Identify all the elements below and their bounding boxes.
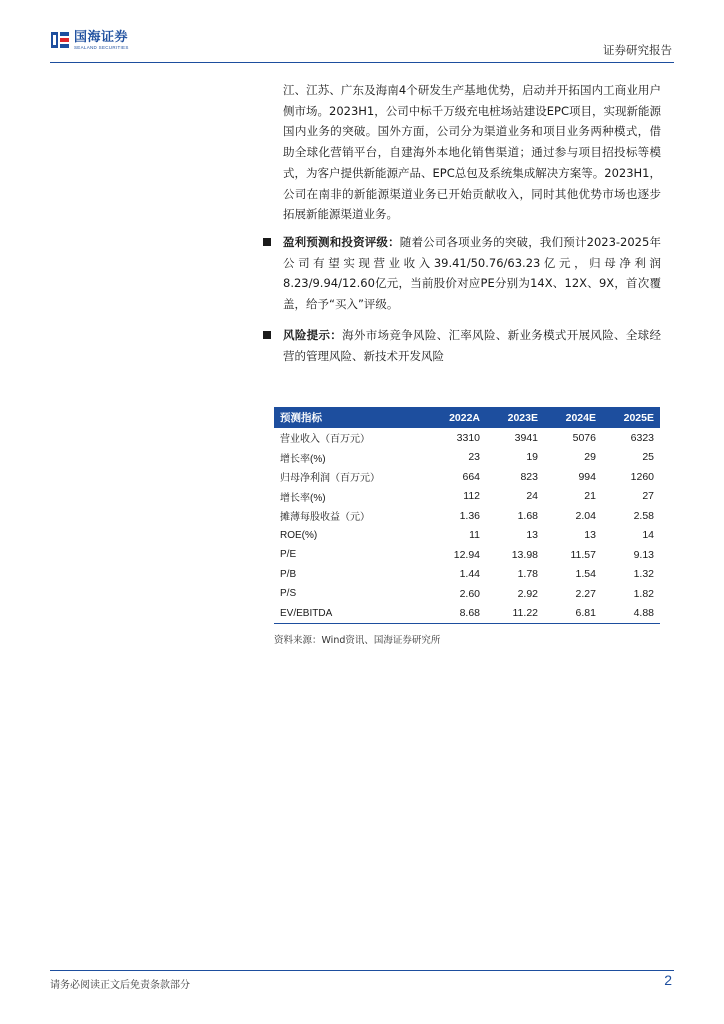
table-cell-value: 1.68 [517,509,538,522]
table-cell-value: 23 [468,451,481,464]
header-cell-2025e: 2025E [623,411,654,424]
table-cell-value: 1.36 [459,509,481,522]
risk-paragraph [283,325,661,366]
intro-section [283,80,661,225]
table-cell-metric: 营业收入（百万元） [280,434,370,446]
table-cell-value: 11.22 [486,604,544,624]
table-row [274,526,660,546]
bullet-square-icon [263,238,271,246]
report-type-label: 证券研究报告 [603,43,672,57]
rating-body: 随着公司各项业务的突破，我们预计2023-2025年公司有望实现营业收入39.41/50.76/63.23亿元，归母净利润8.23/9.94/12.60亿元，当前股价对应PE分别为14X、12X、9X，首次覆盖，给予“买入”评级。 [283,235,661,312]
sealand-logo-icon [50,30,70,50]
table-cell-value: 25 [642,451,654,464]
table-row [274,584,660,604]
table-cell-value: 1.82 [633,587,654,600]
table-cell-value: 11 [469,529,481,542]
table-cell-metric: P/B [280,568,297,580]
page-header [0,0,724,64]
table-cell-value: 3310 [456,431,481,444]
table-row [274,545,660,565]
table-cell-value: 19 [526,451,538,464]
table-row [274,487,660,507]
table-row [274,604,660,624]
table-cell-value: 13.98 [511,548,538,561]
table-cell-value: 13 [584,529,596,542]
table-cell-metric: 归母净利润（百万元） [280,473,380,485]
table-cell-value: 6.81 [544,604,602,624]
table-row [274,448,660,468]
table-row [274,428,660,448]
footer-divider [50,970,674,971]
table-cell-value: 5076 [572,431,596,444]
table-cell-value: 13 [526,529,538,542]
header-cell-2024e: 2024E [565,411,596,424]
table-cell-value: 2.04 [575,509,596,522]
intro-paragraph: 江、江苏、广东及海南4个研发生产基地优势，启动并开拓国内工商业用户侧市场。2023H1，公司中标千万级充电桩场站建设EPC项目，实现新能源国内业务的突破。国外方面，公司分为渠道业务和项目业务两种模式，借助全球化营销平台，自建海外本地化销售渠道；通过参与项目招投标等模式，为客户提供新能源产品、EPC总包及系统集成解决方案等。2023H1，公司在南非的新能源渠道业务已开始贡献收入，同时其他优势市场也逐步拓展新能源渠道业务。 [283,83,661,222]
table-cell-value: 1.44 [459,568,481,581]
table-cell-value: 664 [462,470,481,483]
rating-paragraph [283,232,661,315]
bullet-square-icon [263,331,271,339]
risk-bullet [283,325,661,366]
table-cell-metric: 增长率(%) [280,453,326,465]
table-cell-value: 112 [463,490,481,503]
table-body [274,428,660,623]
table-cell-metric: 摊薄每股收益（元） [280,512,370,524]
table-cell-value: 14 [642,529,654,542]
forecast-table-section [274,407,660,646]
table-cell-value: 1.78 [517,568,538,581]
risk-title: 风险提示： [283,328,343,342]
header-cell-2023e: 2023E [507,411,538,424]
table-cell-metric: 增长率(%) [280,492,326,504]
table-cell-value: 1.32 [633,568,654,581]
table-cell-value: 29 [584,451,596,464]
page-number: 2 [664,972,672,988]
table-cell-value: 2.58 [633,509,654,522]
table-row [274,467,660,487]
table-cell-value: 8.68 [427,604,486,624]
table-cell-value: 27 [642,490,654,503]
table-cell-value: 21 [584,490,596,503]
table-cell-metric: ROE(%) [280,529,318,541]
rating-bullet [283,232,661,315]
table-row [274,506,660,526]
table-header-row [274,407,660,428]
table-cell-value: 2.60 [459,587,481,600]
risk-body: 海外市场竞争风险、汇率风险、新业务模式开展风险、全球经营的管理风险、新技术开发风险 [283,328,662,363]
header-cell-2022a: 2022A [449,411,481,424]
table-cell-value: 6323 [630,431,654,444]
header-cell-metric: 预测指标 [280,412,322,424]
rating-title: 盈利预测和投资评级： [283,235,400,249]
table-cell-metric: P/S [280,588,297,600]
company-logo [50,30,129,50]
table-cell-value: 4.88 [602,604,660,624]
table-cell-value: 3941 [514,431,538,444]
table-cell-value: 1260 [630,470,654,483]
table-source-note: 资料来源：Wind资讯、国海证券研究所 [274,634,441,646]
table-cell-value: 12.94 [453,548,481,561]
footer-disclaimer: 请务必阅读正文后免责条款部分 [50,980,190,991]
logo-chinese-name: 国海证券 [74,29,129,45]
table-cell-metric: EV/EBITDA [274,604,427,624]
table-cell-value: 24 [526,490,538,503]
table-cell-value: 11.57 [570,548,596,561]
table-cell-value: 9.13 [633,548,654,561]
table-cell-value: 2.92 [517,587,538,600]
table-cell-metric: P/E [280,549,297,561]
table-cell-value: 823 [520,470,538,483]
logo-english-name: SEALAND SECURITIES [74,44,129,50]
forecast-table [274,407,660,624]
table-cell-value: 2.27 [575,587,596,600]
header-divider [50,62,674,63]
table-cell-value: 994 [578,470,596,483]
table-row [274,565,660,585]
table-cell-value: 1.54 [575,568,596,581]
